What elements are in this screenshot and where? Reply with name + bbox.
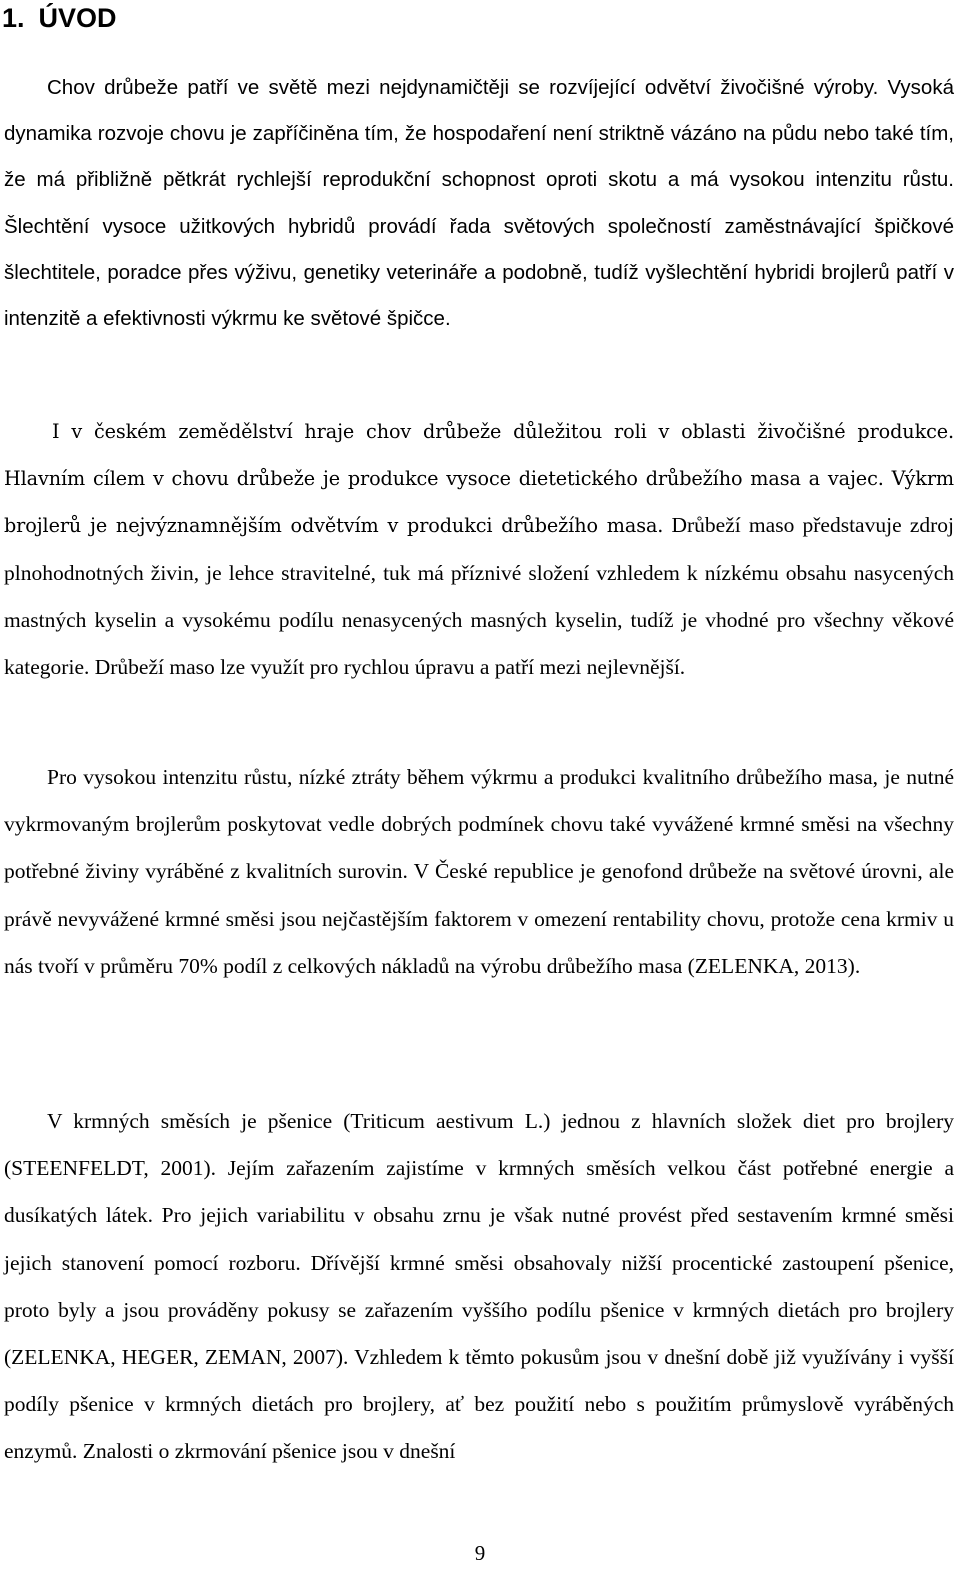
paragraph-czech-agriculture (4, 408, 954, 691)
section-heading (2, 0, 117, 36)
paragraph-text: V krmných směsích je pšenice (Triticum aestivum L.) jednou z hlavních složek diet pro brojlery (STEENFELDT, 2001). Jejím zařazením zajistíme v krmných směsích velkou část potřebné energie a dusíkatých látek. Pro jejich variabilitu v obsahu zrnu je však nutné provést před sestavením krmné směsi jejich stanovení pomocí rozboru. Dřívější krmné směsi obsahovaly nižší procentické zastoupení pšenice, proto byly a jsou prováděny pokusy se zařazením vyššího podílu pšenice v krmných dietách pro brojlery (ZELENKA, HEGER, ZEMAN, 2007). Vzhledem k těmto pokusům jsou v dnešní době již využívány i vyšší podíly pšenice v krmných dietách pro brojlery, ať bez použití nebo s použitím průmyslově vyráběných enzymů. Znalosti o zkrmování pšenice jsou v dnešní (4, 1109, 954, 1464)
paragraph-text: I v českém zemědělství hraje chov drůbeže důležitou roli v oblasti živočišné produkce. Hlavním cílem v chovu drůbeže je produkce vysoce dietetického drůbežího masa a vajec. Výkrm brojlerů je nejvýznamnějším odvětvím v produkci drůbežího masa. (4, 420, 954, 538)
paragraph-wheat-diets (4, 1098, 954, 1476)
paragraph-text: Drůbeží maso představuje zdroj plnohodnotných živin, je lehce stravitelné, tuk má příznivé složení vzhledem k nízkému obsahu nasycených mastných kyselin a vysokému podílu nenasycených masných kyselin, tudíž je vhodné pro všechny věkové kategorie. Drůbeží maso lze využít pro rychlou úpravu a patří mezi nejlevnější. (4, 513, 954, 680)
paragraph-text: Chov drůbeže patří ve světě mezi nejdynamičtěji se rozvíjející odvětví živočišné výroby. Vysoká dynamika rozvoje chovu je zapříčiněna tím, že hospodaření není striktně vázáno na půdu nebo také tím, že má přibližně pětkrát rychlejší reprodukční schopnost oproti skotu a má vysokou intenzitu růstu. Šlechtění vysoce užitkových hybridů provádí řada světových společností zaměstnávající špičkové šlechtitele, poradce přes výživu, genetiky veterináře a podobně, tudíž vyšlechtění hybridi brojlerů patří v intenzitě a efektivnosti výkrmu ke světové špičce. (4, 76, 954, 331)
section-number: 1. (2, 3, 25, 33)
section-title: ÚVOD (38, 3, 117, 33)
paragraph-text: Pro vysokou intenzitu růstu, nízké ztráty během výkrmu a produkci kvalitního drůbežího masa, je nutné vykrmovaným brojlerům poskytovat vedle dobrých podmínek chovu také vyvážené krmné směsi na všechny potřebné živiny vyráběné z kvalitních surovin. V České republice je genofond drůbeže na světové úrovni, ale právě nevyvážené krmné směsi jsou nejčastějším faktorem v omezení rentability chovu, protože cena krmiv u nás tvoří v průměru 70% podíl z celkových nákladů na výrobu drůbežího masa (ZELENKA, 2013). (4, 765, 954, 978)
paragraph-growth-intensity (4, 754, 954, 990)
page-number: 9 (474, 1541, 486, 1565)
paragraph-intro (4, 65, 954, 342)
